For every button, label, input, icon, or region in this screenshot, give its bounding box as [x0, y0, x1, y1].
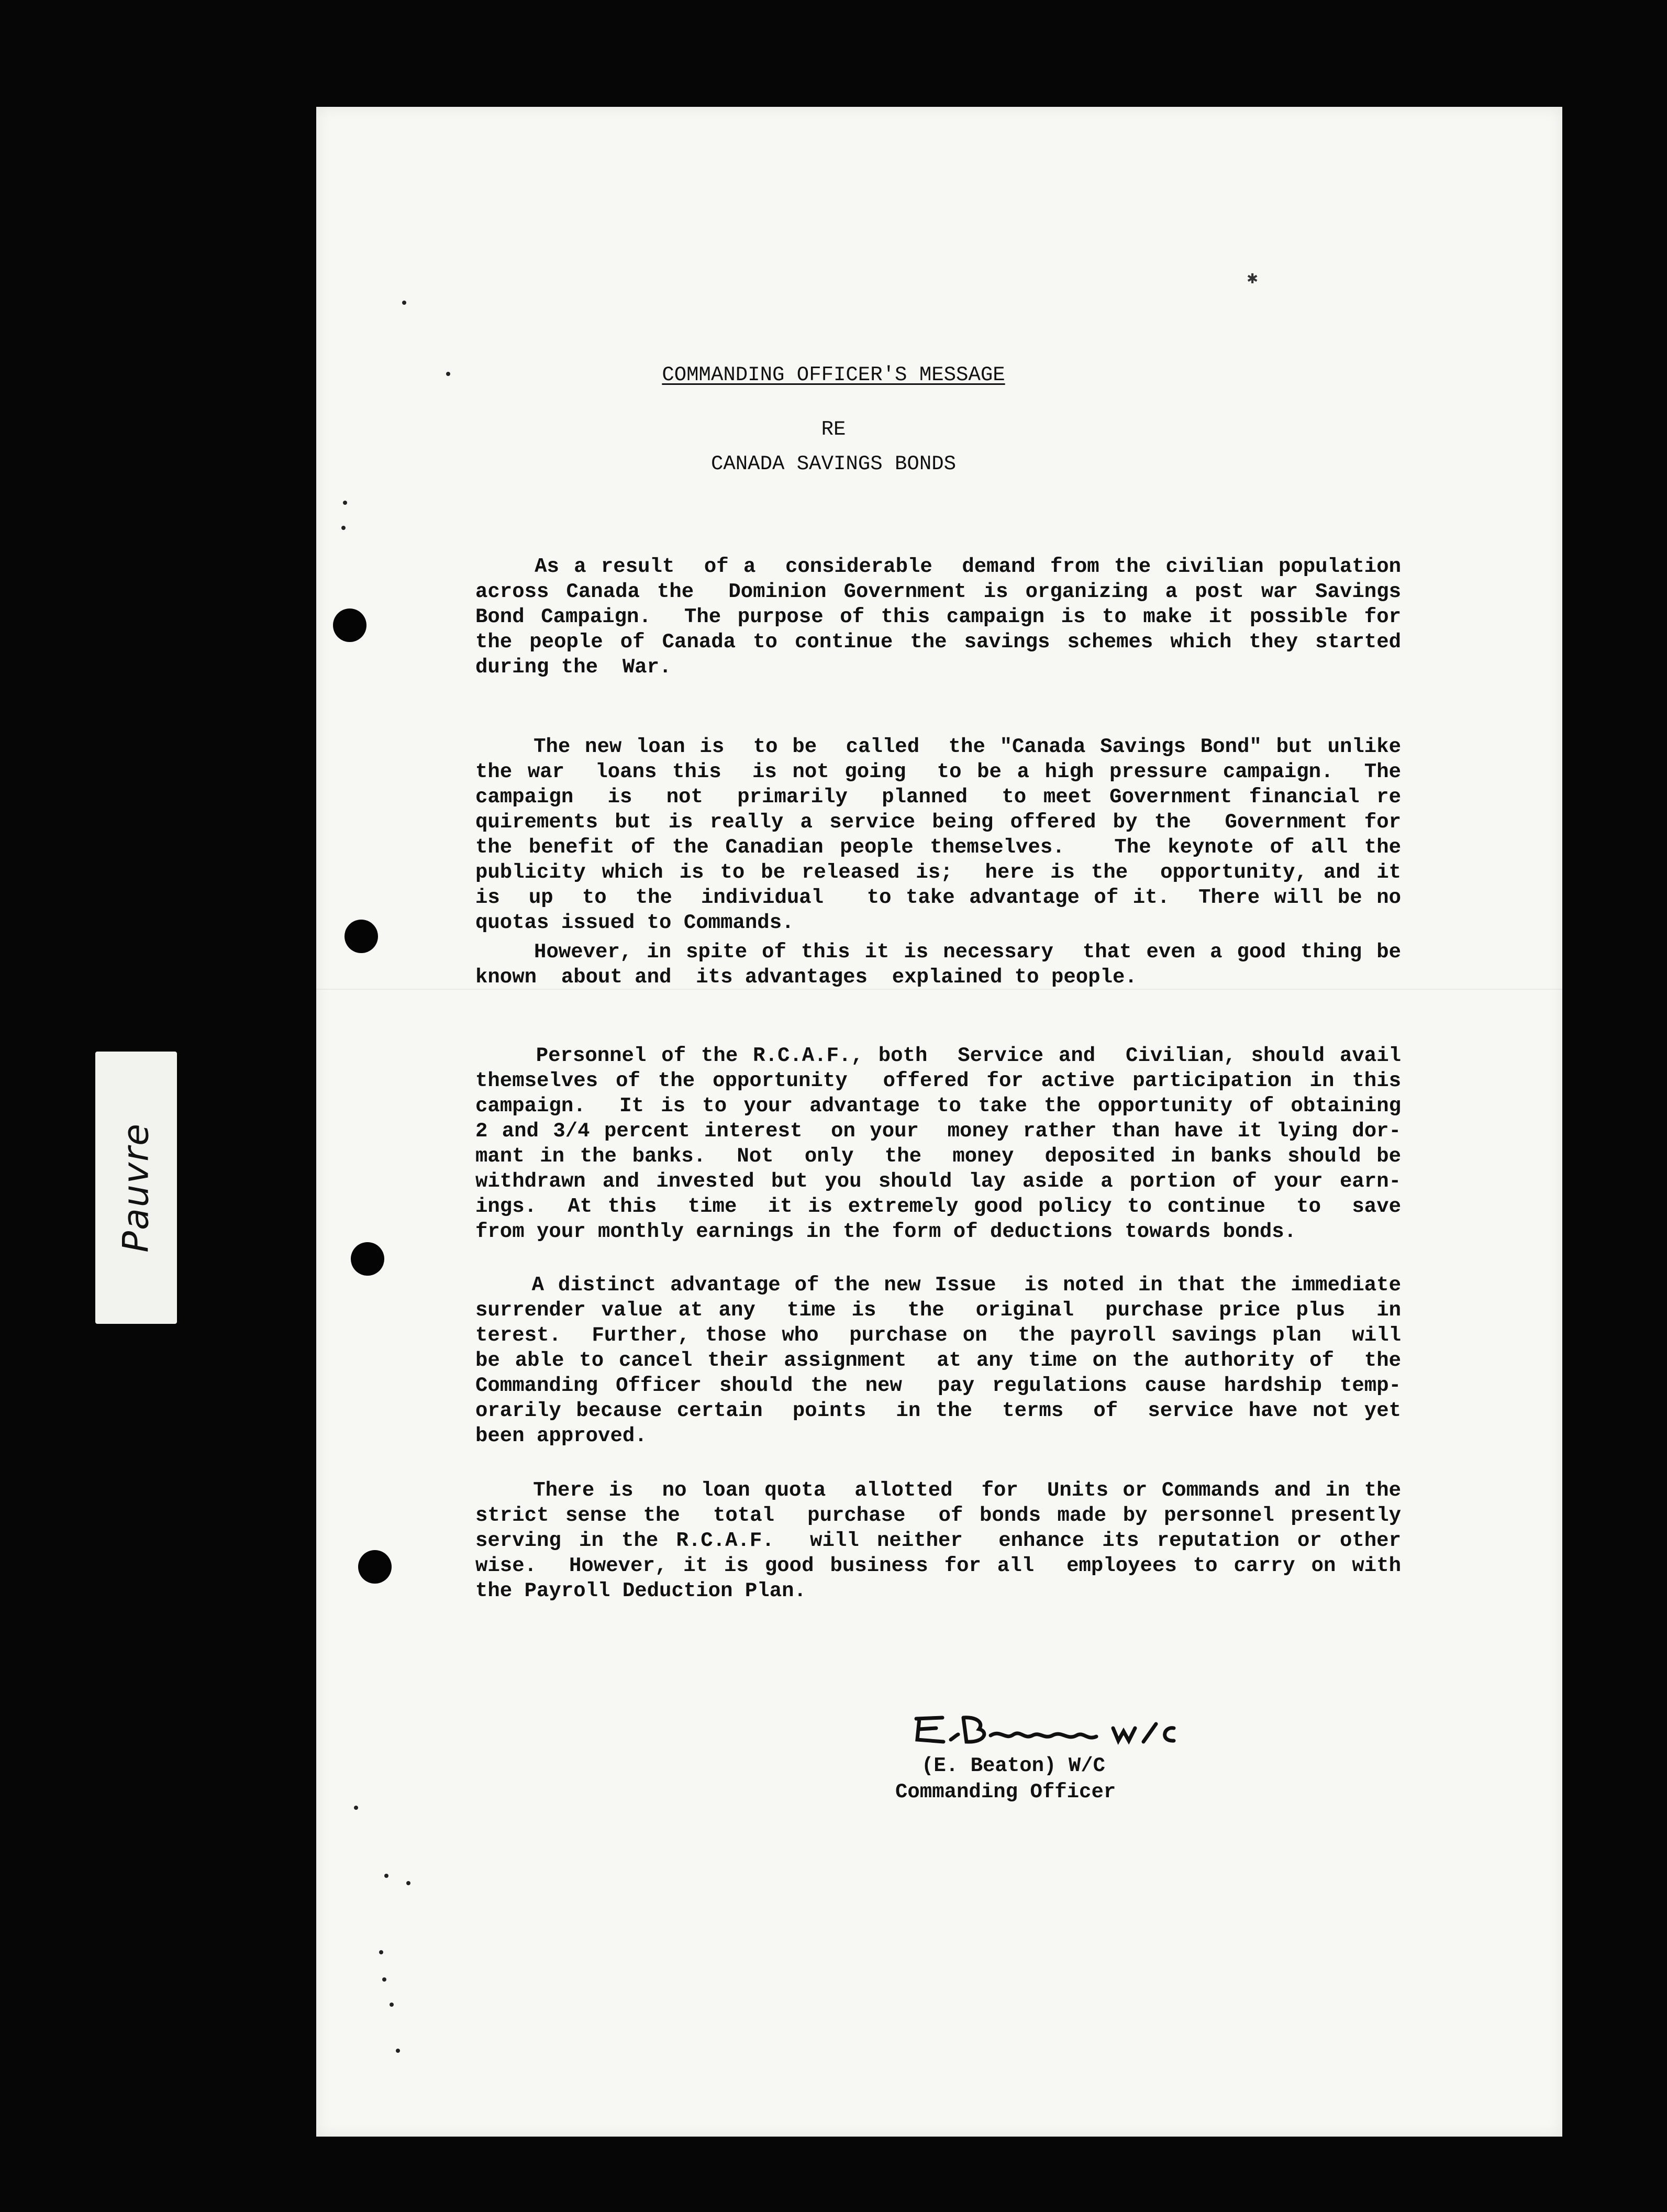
subject-title: CANADA SAVINGS BONDS	[710, 452, 957, 475]
speck	[382, 1977, 386, 1982]
paragraph-line: serving in the R.C.A.F. will neither enhance its reputation or other	[475, 1529, 1401, 1552]
paragraph-line: across Canada the Dominion Government is organizing a post war Savings	[475, 580, 1401, 603]
paragraph-line: from your monthly earnings in the form of deductions towards bonds.	[475, 1220, 1297, 1243]
paragraph-line: The new loan is to be called the "Canada Savings Bond" but unlike	[475, 735, 1401, 758]
paragraph-line: Commanding Officer should the new pay regulations cause hardship temp-	[475, 1374, 1401, 1397]
speck	[341, 526, 346, 530]
page-title: COMMANDING OFFICER'S MESSAGE	[662, 363, 1005, 386]
paragraph-line: However, in spite of this it is necessary that even a good thing be	[475, 941, 1401, 964]
paragraph-4	[475, 1043, 1401, 1244]
paragraph-line: terest. Further, those who purchase on the payroll savings plan will	[475, 1324, 1401, 1347]
paragraph-line: during the War.	[475, 656, 672, 679]
paragraph-line: been approved.	[475, 1424, 647, 1447]
paragraph-2	[475, 734, 1401, 935]
tag-label: Pauvre	[115, 1123, 157, 1253]
paragraph-line: campaign is not primarily planned to meet Government financial re	[475, 786, 1401, 809]
speck	[406, 1881, 410, 1885]
paragraph-line: quirements but is really a service being offered by the Government for	[475, 811, 1401, 834]
top-mark-icon: ✱	[1247, 269, 1258, 289]
punch-hole	[358, 1550, 392, 1584]
signatory-name: (E. Beaton) W/C	[921, 1754, 1106, 1777]
paragraph-line: A distinct advantage of the new Issue is noted in that the immediate	[475, 1274, 1401, 1297]
punch-hole	[344, 920, 378, 953]
paragraph-line: publicity which is to be released is; here is the opportunity, and it	[475, 861, 1401, 884]
handwritten-signature	[912, 1712, 1195, 1760]
paragraph-line: There is no loan quota allotted for Units or Commands and in the	[475, 1479, 1401, 1502]
paragraph-line: mant in the banks. Not only the money deposited in banks should be	[475, 1145, 1401, 1168]
paragraph-line: As a result of a considerable demand from the civilian population	[475, 555, 1401, 578]
paragraph-line: the benefit of the Canadian people themselves. The keynote of all the	[475, 836, 1401, 859]
paragraph-5	[475, 1273, 1401, 1448]
paragraph-line: Personnel of the R.C.A.F., both Service and Civilian, should avail	[475, 1044, 1401, 1067]
paragraph-line: strict sense the total purchase of bonds made by personnel presently	[475, 1504, 1401, 1527]
paragraph-line: is up to the individual to take advantage of it. There will be no	[475, 886, 1401, 909]
paragraph-line: surrender value at any time is the original purchase price plus in	[475, 1299, 1401, 1322]
paragraph-line: withdrawn and invested but you should lay aside a portion of your earn-	[475, 1170, 1401, 1193]
punch-hole	[333, 609, 366, 642]
re-label: RE	[821, 418, 846, 441]
paragraph-line: 2 and 3/4 percent interest on your money rather than have it lying dor-	[475, 1120, 1401, 1143]
paragraph-line: campaign. It is to your advantage to take the opportunity of obtaining	[475, 1094, 1401, 1118]
paragraph-3	[475, 939, 1401, 990]
paragraph-line: the war loans this is not going to be a high pressure campaign. The	[475, 760, 1401, 783]
paragraph-line: known about and its advantages explained to people.	[475, 966, 1137, 989]
paragraph-line: the Payroll Deduction Plan.	[475, 1579, 806, 1602]
archive-tag	[95, 1052, 177, 1324]
punch-hole	[351, 1242, 384, 1276]
signature-text: E. Beaton W/C	[912, 1712, 916, 1713]
speck	[354, 1806, 358, 1810]
paragraph-line: themselves of the opportunity offered for active participation in this	[475, 1069, 1401, 1092]
paragraph-6	[475, 1478, 1401, 1603]
paragraph-line: Bond Campaign. The purpose of this campaign is to make it possible for	[475, 605, 1401, 628]
paragraph-line: wise. However, it is good business for all employees to carry on with	[475, 1554, 1401, 1577]
paragraph-line: quotas issued to Commands.	[475, 911, 794, 934]
speck	[396, 2049, 400, 2053]
signatory-title: Commanding Officer	[895, 1780, 1116, 1804]
paragraph-line: ings. At this time it is extremely good policy to continue to save	[475, 1195, 1401, 1218]
speck	[343, 501, 347, 505]
paragraph-line: be able to cancel their assignment at any time on the authority of the	[475, 1349, 1401, 1372]
paragraph-line: the people of Canada to continue the savings schemes which they started	[475, 631, 1401, 654]
speck	[384, 1874, 388, 1878]
paragraph-1	[475, 554, 1401, 680]
speck	[379, 1950, 383, 1954]
paragraph-line: orarily because certain points in the terms of service have not yet	[475, 1399, 1401, 1422]
speck	[390, 2003, 394, 2007]
speck	[402, 301, 406, 305]
